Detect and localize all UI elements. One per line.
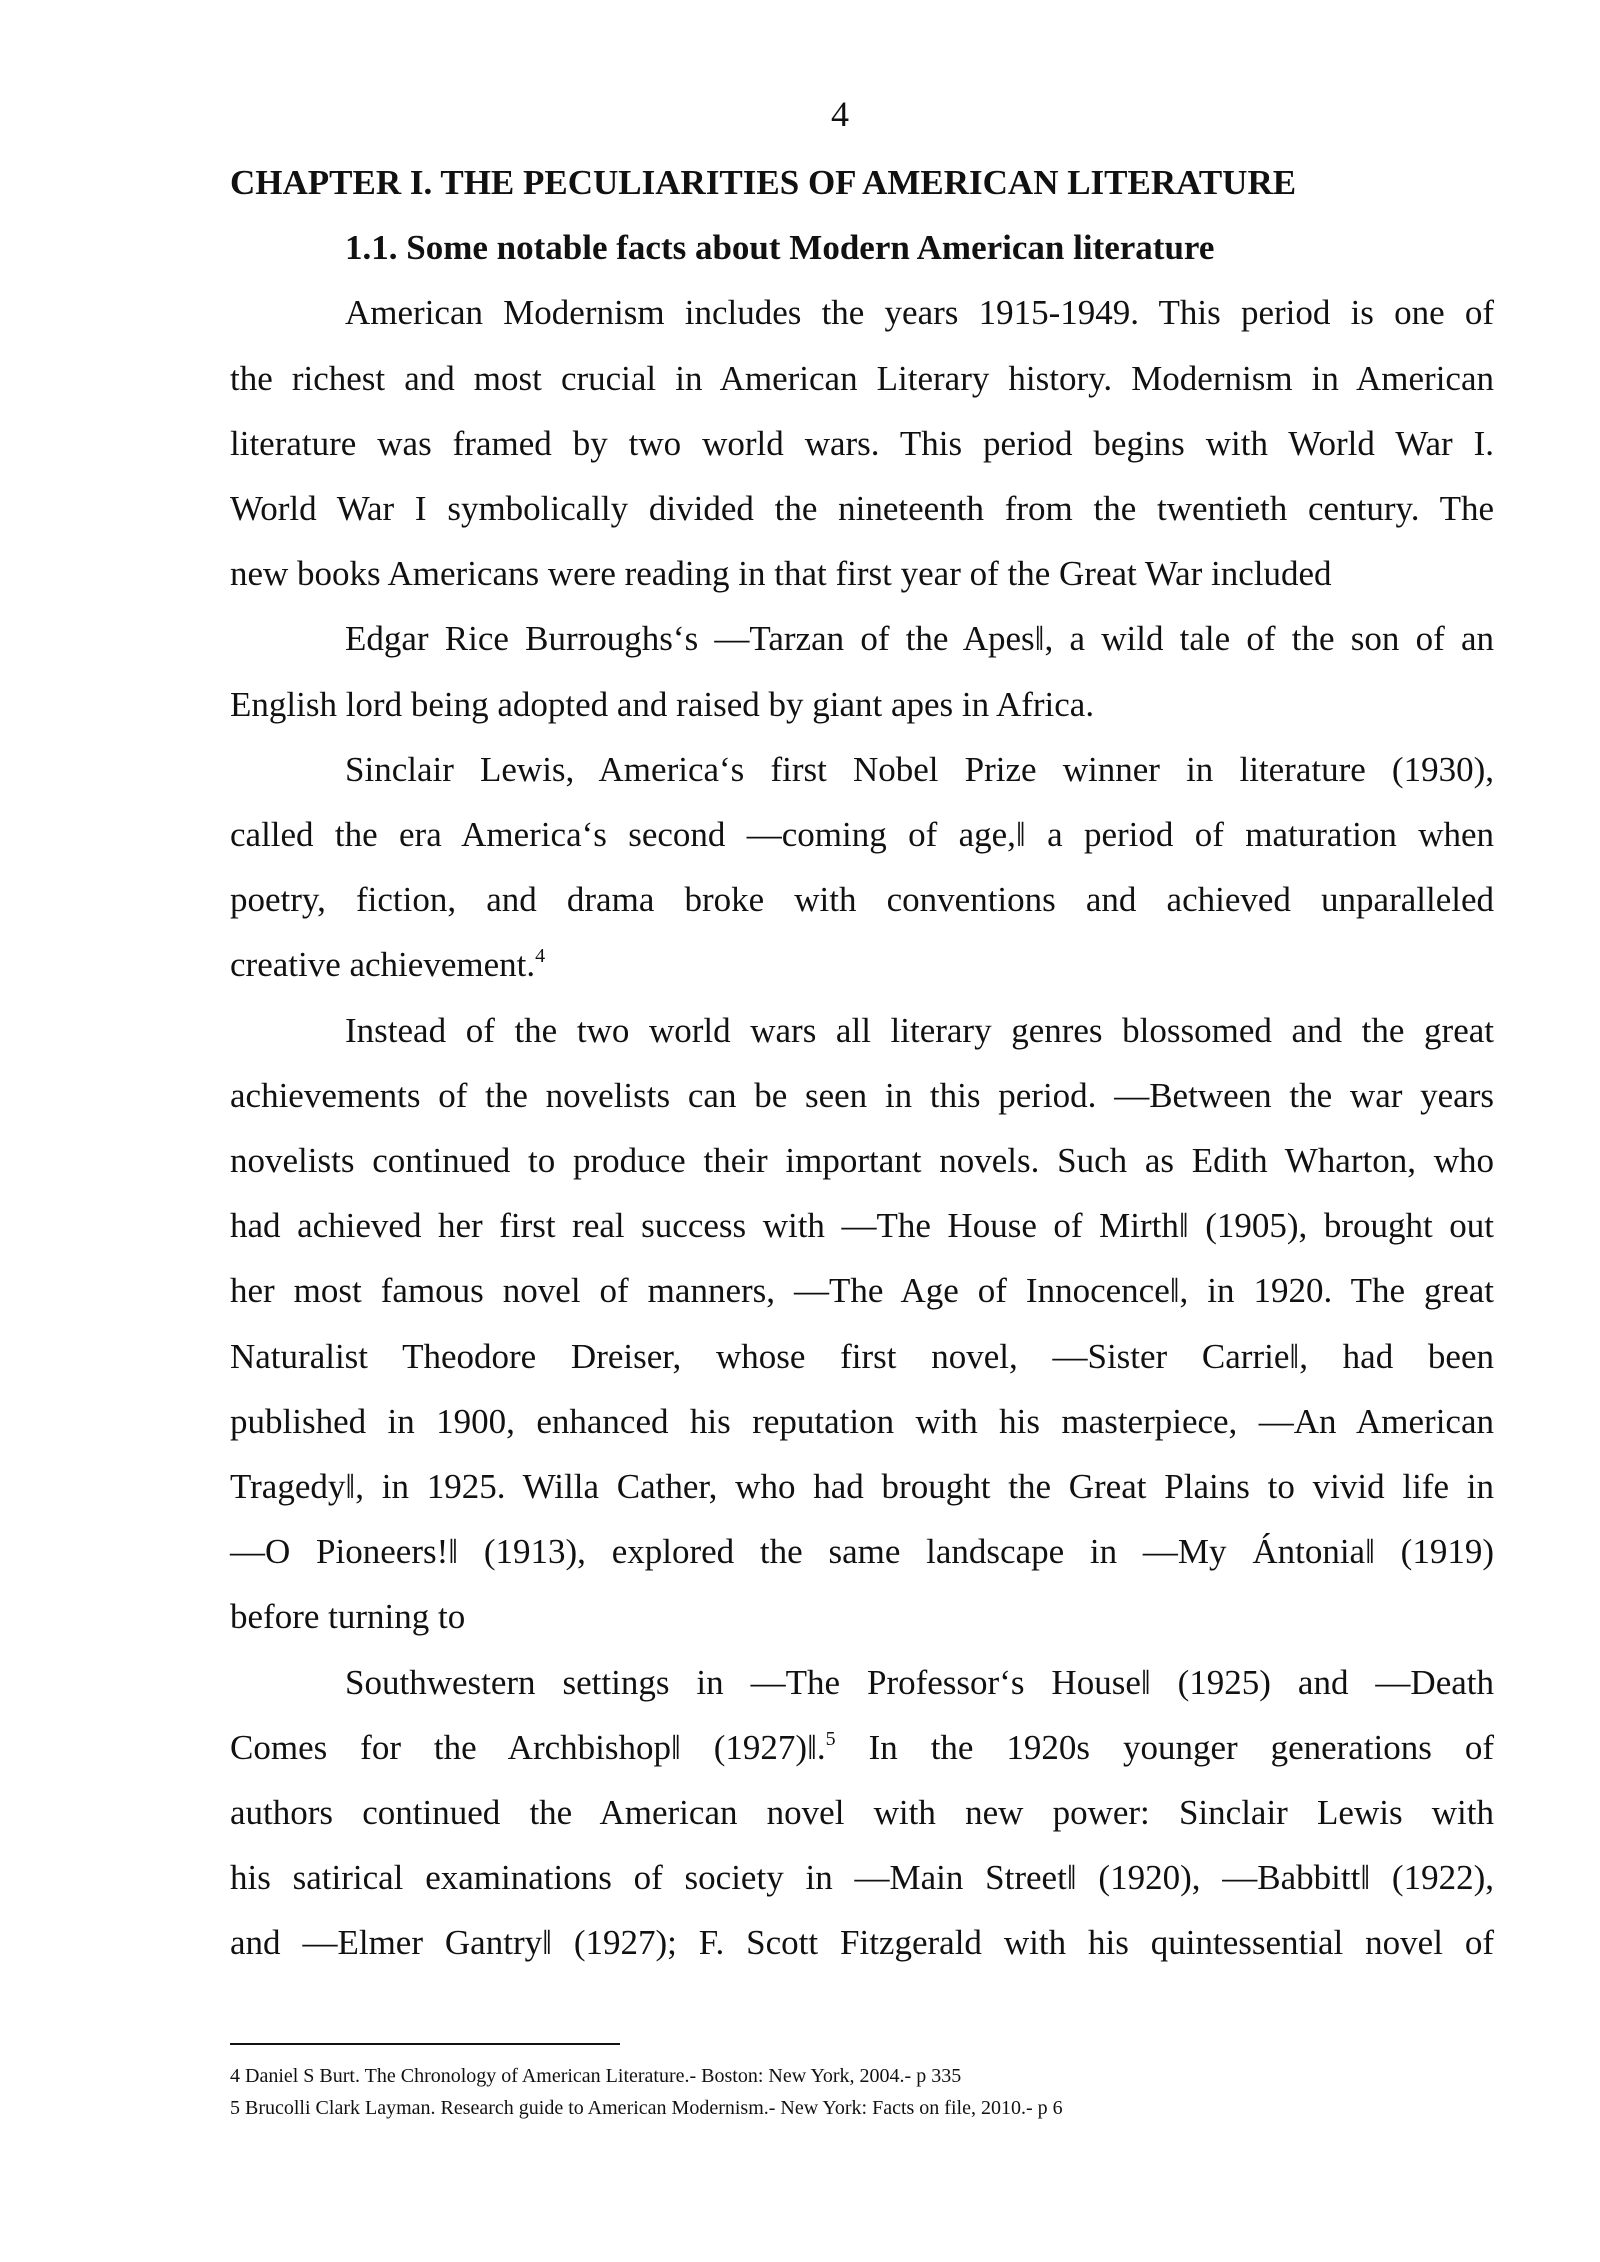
paragraph (230, 606, 1494, 736)
page-number: 4 (831, 94, 849, 134)
footnote: 5 Brucolli Clark Layman. Research guide to American Modernism.- New York: Facts on file, 2010.- p 6 (230, 2097, 1063, 2119)
text-line: before turning to (230, 1597, 466, 1637)
footnote-reference[interactable]: 4 (535, 945, 546, 968)
text-line: Naturalist Theodore Dreiser, whose first novel, ―Sister Carrie‖, had been (230, 1336, 1494, 1376)
text-line: American Modernism includes the years 1915-1949. This period is one of (345, 293, 1494, 333)
paragraph (230, 737, 1494, 998)
paragraph (230, 998, 1494, 1650)
paragraph (230, 1650, 1494, 1976)
text-line: Sinclair Lewis, America‘s first Nobel Prize winner in literature (1930), (345, 749, 1494, 789)
text-line: poetry, fiction, and drama broke with conventions and achieved unparalleled (230, 880, 1494, 920)
text-line: novelists continued to produce their important novels. Such as Edith Wharton, who (230, 1141, 1494, 1181)
text-line: authors continued the American novel with new power: Sinclair Lewis with (230, 1793, 1494, 1833)
text-line: her most famous novel of manners, ―The Age of Innocence‖, in 1920. The great (230, 1271, 1494, 1311)
footnote-separator (230, 2043, 620, 2045)
text-line: English lord being adopted and raised by giant apes in Africa. (230, 684, 1095, 724)
text-line-with-footnote (230, 1715, 1494, 1780)
text-line: published in 1900, enhanced his reputation with his masterpiece, ―An American (230, 1401, 1494, 1441)
text-line-content: Comes for the Archbishop‖ (1927)‖. (230, 1727, 826, 1767)
paragraph (230, 280, 1494, 606)
text-line: achievements of the novelists can be seen in this period. ―Between the war years (230, 1075, 1494, 1115)
footnote-reference[interactable]: 5 (825, 1727, 836, 1750)
text-line: new books Americans were reading in that first year of the Great War included (230, 554, 1332, 594)
footnotes (230, 2060, 1494, 2124)
text-line: Southwestern settings in ―The Professor‘s House‖ (1925) and ―Death (345, 1662, 1494, 1702)
text-line: Instead of the two world wars all literary genres blossomed and the great (345, 1010, 1494, 1050)
chapter-title: CHAPTER I. THE PECULIARITIES OF AMERICAN LITERATURE (230, 163, 1297, 202)
text-line: ―O Pioneers!‖ (1913), explored the same landscape in ―My Ántonia‖ (1919) (230, 1532, 1494, 1572)
text-line: Edgar Rice Burroughs‘s ―Tarzan of the Apes‖, a wild tale of the son of an (345, 619, 1494, 659)
body-text (230, 150, 1494, 1976)
text-line-content: creative achievement. (230, 945, 536, 985)
section-title: 1.1. Some notable facts about Modern American literature (345, 228, 1215, 268)
text-line: his satirical examinations of society in ―Main Street‖ (1920), ―Babbitt‖ (1922), (230, 1858, 1494, 1898)
text-line: and ―Elmer Gantry‖ (1927); F. Scott Fitzgerald with his quintessential novel of (230, 1923, 1494, 1963)
text-line: World War I symbolically divided the nineteenth from the twentieth century. The (230, 489, 1494, 529)
text-line-content: In the 1920s younger generations of (835, 1727, 1494, 1767)
text-line-with-footnote (230, 932, 1494, 997)
text-line: Tragedy‖, in 1925. Willa Cather, who had brought the Great Plains to vivid life in (230, 1467, 1494, 1507)
footnote: 4 Daniel S Burt. The Chronology of American Literature.- Boston: New York, 2004.- p 335 (230, 2065, 962, 2087)
text-line: the richest and most crucial in American Literary history. Modernism in American (230, 358, 1494, 398)
text-line: had achieved her first real success with ―The House of Mirth‖ (1905), brought out (230, 1206, 1494, 1246)
text-line: literature was framed by two world wars. This period begins with World War I. (230, 423, 1494, 463)
text-line: called the era America‘s second ―coming of age,‖ a period of maturation when (230, 815, 1494, 855)
